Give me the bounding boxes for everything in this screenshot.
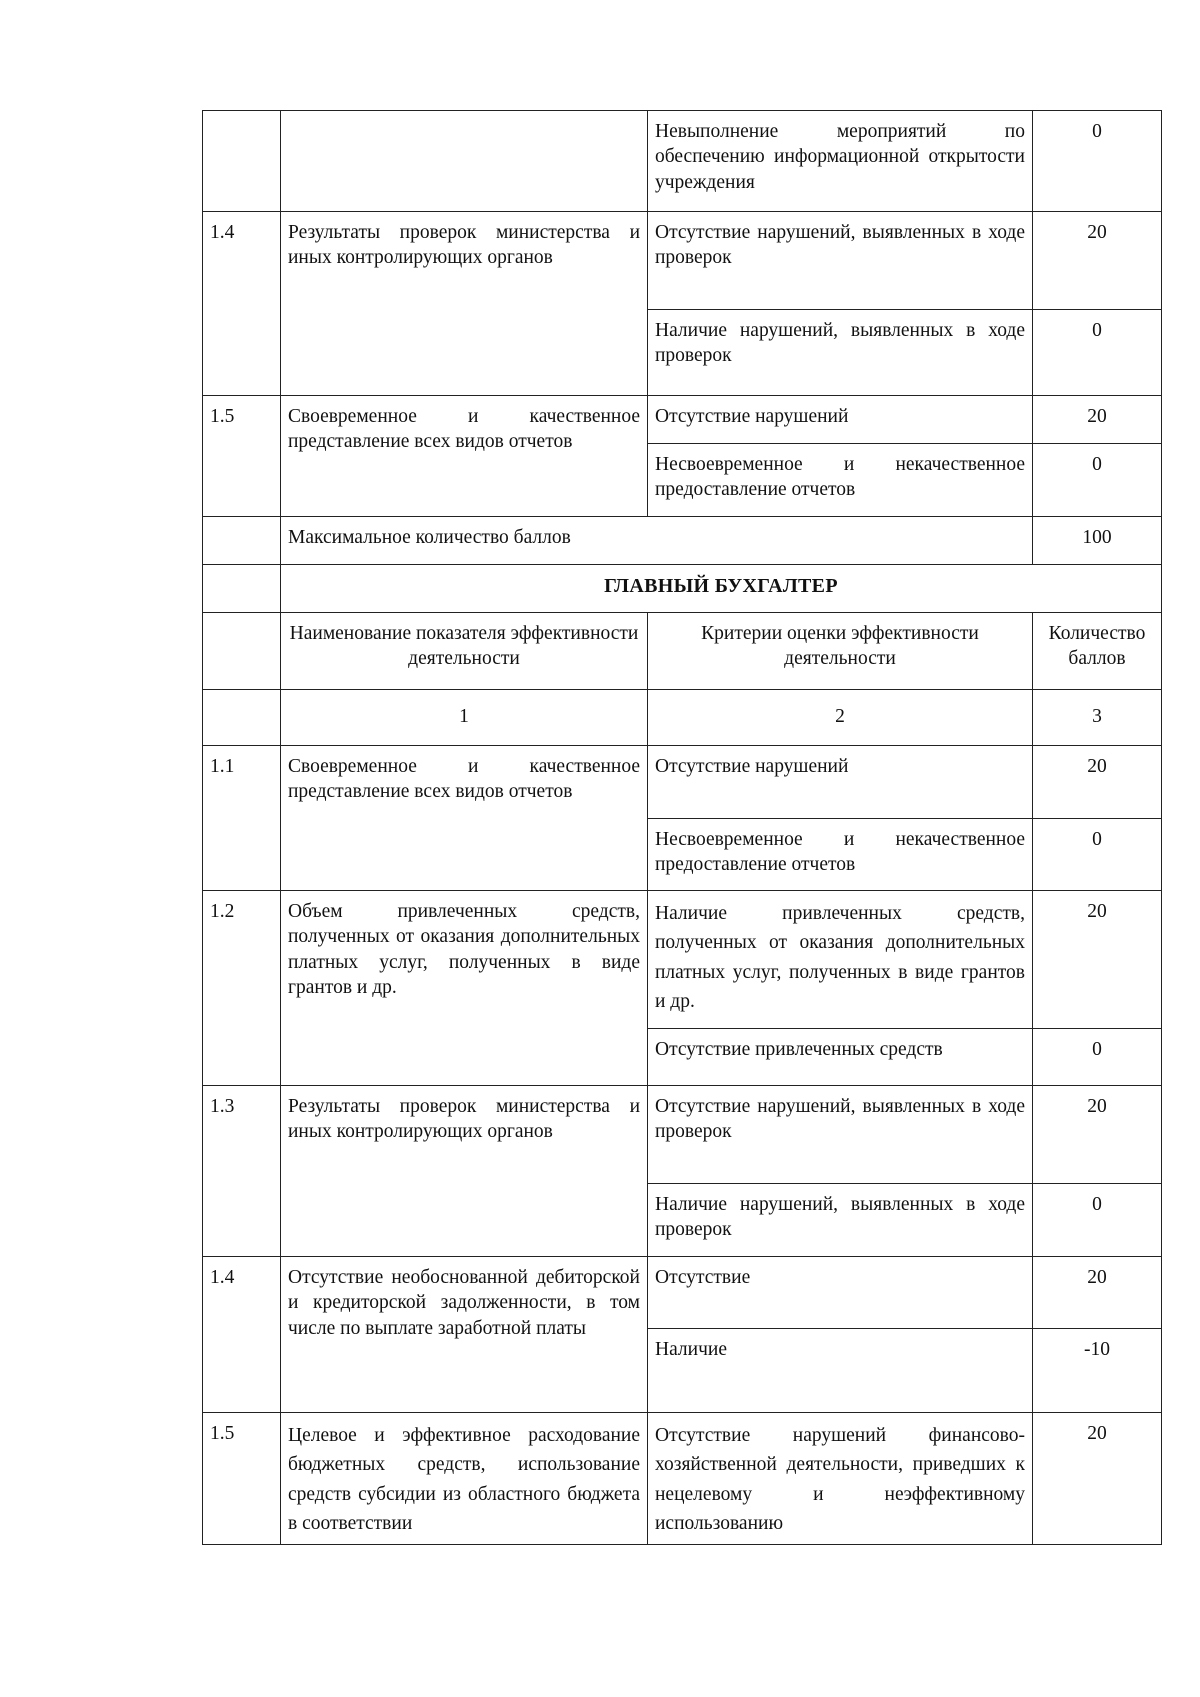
table-row xyxy=(203,1086,1162,1184)
column-number-2: 2 xyxy=(648,690,1033,746)
criterion-cell: Наличие xyxy=(648,1329,1033,1413)
table-row xyxy=(203,111,1162,212)
criterion-cell: Отсутствие нарушений, выявленных в ходе проверок xyxy=(648,1086,1033,1184)
number-cell: 1.2 xyxy=(203,891,281,1086)
indicator-cell: Отсутствие необоснованной дебиторской и кредиторской задолженности, в том числе по выплате заработной платы xyxy=(281,1257,648,1413)
points-cell: 20 xyxy=(1033,1086,1162,1184)
table-row xyxy=(203,1413,1162,1545)
indicator-cell: Объем привлеченных средств, полученных от оказания дополнительных платных услуг, полученных в виде грантов и др. xyxy=(281,891,648,1086)
points-cell: 20 xyxy=(1033,212,1162,310)
indicator-cell: Целевое и эффективное расходование бюджетных средств, использование средств субсидии из областного бюджета в соответствии xyxy=(281,1413,648,1545)
table-row xyxy=(203,396,1162,444)
points-cell: 20 xyxy=(1033,1257,1162,1329)
points-cell: 20 xyxy=(1033,396,1162,444)
points-cell: 20 xyxy=(1033,1413,1162,1545)
number-cell: 1.5 xyxy=(203,396,281,517)
indicator-cell: Результаты проверок министерства и иных контролирующих органов xyxy=(281,1086,648,1257)
indicator-cell: Своевременное и качественное представление всех видов отчетов xyxy=(281,396,648,517)
criterion-cell: Отсутствие нарушений xyxy=(648,746,1033,819)
max-points-row xyxy=(203,517,1162,565)
criterion-cell: Отсутствие нарушений xyxy=(648,396,1033,444)
criterion-cell: Наличие привлеченных средств, полученных от оказания дополнительных платных услуг, полученных в виде грантов и др. xyxy=(648,891,1033,1029)
criterion-cell: Отсутствие нарушений финансово-хозяйственной деятельности, приведших к нецелевому и неэффективному использованию xyxy=(648,1413,1033,1545)
max-points-label: Максимальное количество баллов xyxy=(281,517,1033,565)
criterion-cell: Несвоевременное и некачественное предоставление отчетов xyxy=(648,819,1033,891)
section-title-row xyxy=(203,565,1162,613)
indicator-cell xyxy=(281,111,648,212)
column-number-3: 3 xyxy=(1033,690,1162,746)
number-cell xyxy=(203,111,281,212)
points-cell: 0 xyxy=(1033,1029,1162,1086)
points-cell: -10 xyxy=(1033,1329,1162,1413)
criterion-cell: Отсутствие нарушений, выявленных в ходе проверок xyxy=(648,212,1033,310)
table-row xyxy=(203,212,1162,310)
points-cell: 0 xyxy=(1033,444,1162,517)
table-row xyxy=(203,1257,1162,1329)
points-cell: 0 xyxy=(1033,1184,1162,1257)
points-cell: 20 xyxy=(1033,891,1162,1029)
header-indicator: Наименование показателя эффективности деятельности xyxy=(281,613,648,690)
number-cell: 1.4 xyxy=(203,1257,281,1413)
number-cell xyxy=(203,565,281,613)
header-row xyxy=(203,613,1162,690)
criterion-cell: Отсутствие xyxy=(648,1257,1033,1329)
number-cell: 1.3 xyxy=(203,1086,281,1257)
number-cell xyxy=(203,690,281,746)
number-cell: 1.1 xyxy=(203,746,281,891)
header-points: Количество баллов xyxy=(1033,613,1162,690)
indicator-cell: Своевременное и качественное представление всех видов отчетов xyxy=(281,746,648,891)
points-cell: 20 xyxy=(1033,746,1162,819)
max-points-value: 100 xyxy=(1033,517,1162,565)
number-cell xyxy=(203,613,281,690)
criterion-cell: Несвоевременное и некачественное предоставление отчетов xyxy=(648,444,1033,517)
indicator-cell: Результаты проверок министерства и иных контролирующих органов xyxy=(281,212,648,396)
criterion-cell: Отсутствие привлеченных средств xyxy=(648,1029,1033,1086)
points-cell: 0 xyxy=(1033,111,1162,212)
column-number-1: 1 xyxy=(281,690,648,746)
criterion-cell: Наличие нарушений, выявленных в ходе проверок xyxy=(648,310,1033,396)
evaluation-table xyxy=(202,110,1162,1545)
section-title: ГЛАВНЫЙ БУХГАЛТЕР xyxy=(281,565,1162,613)
criterion-cell: Наличие нарушений, выявленных в ходе проверок xyxy=(648,1184,1033,1257)
points-cell: 0 xyxy=(1033,819,1162,891)
table-row xyxy=(203,891,1162,1029)
number-cell xyxy=(203,517,281,565)
number-cell: 1.5 xyxy=(203,1413,281,1545)
points-cell: 0 xyxy=(1033,310,1162,396)
table-row xyxy=(203,746,1162,819)
column-numbers-row xyxy=(203,690,1162,746)
header-criteria: Критерии оценки эффективности деятельности xyxy=(648,613,1033,690)
criterion-cell: Невыполнение мероприятий по обеспечению информационной открытости учреждения xyxy=(648,111,1033,212)
number-cell: 1.4 xyxy=(203,212,281,396)
